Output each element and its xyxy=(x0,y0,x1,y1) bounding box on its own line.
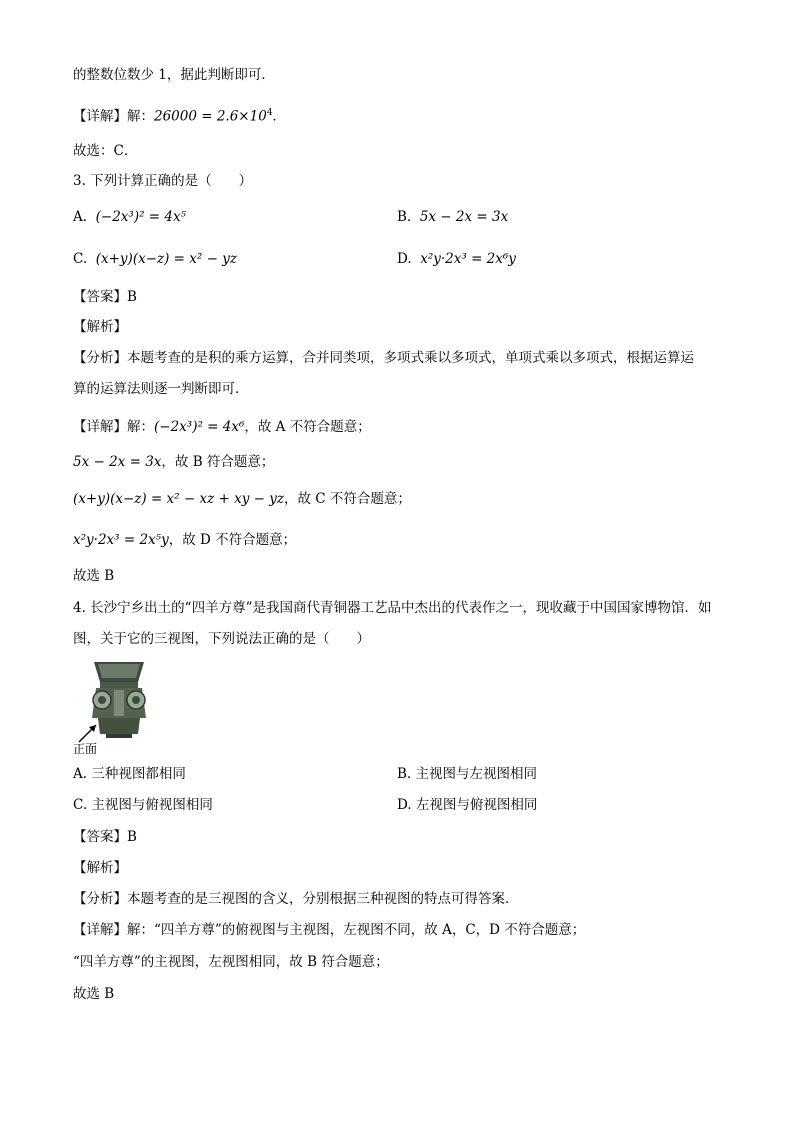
math-expression: (x+y)(x−z) = x² − xz + xy − yz xyxy=(73,491,284,507)
math-expression: 26000 = 2.6×10 xyxy=(154,108,267,125)
q3-fenxi-line-2: 算的运算法则逐一判断即可． xyxy=(73,381,249,397)
q3-select: 故选 B xyxy=(73,568,115,584)
option-math: x²y·2x³ = 2x⁶y xyxy=(420,251,516,267)
q4-fenxi: 【分析】本题考查的是三视图的含义，分别根据三种视图的特点可得答案． xyxy=(73,891,519,907)
front-view-caption: 正面 xyxy=(73,742,98,756)
detail-line xyxy=(73,104,286,126)
step-conclusion: ，故 A 不符合题意； xyxy=(244,419,371,435)
q3-detail-step-4 xyxy=(73,531,296,549)
step-conclusion: ，故 C 不符合题意； xyxy=(283,491,411,507)
detail-label: 【详解】解： xyxy=(73,108,154,125)
question-3-stem: 3. 下列计算正确的是（ ） xyxy=(73,173,253,189)
q4-detail-step-1: 【详解】解：“四羊方尊”的俯视图与主视图，左视图不同，故 A，C，D 不符合题意； xyxy=(73,922,586,938)
q3-option-d xyxy=(397,250,516,268)
option-math: (−2x³)² = 4x⁵ xyxy=(95,209,187,225)
option-label: D. xyxy=(397,251,412,267)
q3-detail-step-1 xyxy=(73,418,371,436)
q4-option-b: B. 主视图与左视图相同 xyxy=(397,766,538,782)
math-expression: x²y·2x³ = 2x⁵y xyxy=(73,532,169,548)
option-label: B. xyxy=(397,209,412,225)
q3-option-b xyxy=(397,208,508,226)
q4-detail-step-2: “四羊方尊”的主视图，左视图相同，故 B 符合题意； xyxy=(73,954,389,970)
q4-analysis-heading: 【解析】 xyxy=(73,860,127,876)
step-conclusion: ，故 D 不符合题意； xyxy=(168,532,297,548)
text-line: 的整数位数少 1，据此判断即可． xyxy=(73,67,275,83)
step-conclusion: ，故 B 符合题意； xyxy=(161,454,275,470)
question-4-stem-line-2: 图，关于它的三视图，下列说法正确的是（ ） xyxy=(73,631,370,647)
q3-option-a xyxy=(73,208,186,226)
option-math: (x+y)(x−z) = x² − yz xyxy=(95,251,237,267)
option-math: 5x − 2x = 3x xyxy=(419,209,509,225)
question-4-stem-line-1: 4. 长沙宁乡出土的“四羊方尊”是我国商代青铜器工艺品中杰出的代表作之一，现收藏于中国国家博物馆．如 xyxy=(73,600,712,616)
q4-answer: 【答案】B xyxy=(73,829,137,845)
option-label: C. xyxy=(73,251,88,267)
q3-answer: 【答案】B xyxy=(73,289,137,305)
exponent: 4 xyxy=(266,108,273,118)
option-label: A. xyxy=(73,209,88,225)
q3-analysis-heading: 【解析】 xyxy=(73,319,127,335)
q4-option-c: C. 主视图与俯视图相同 xyxy=(73,797,213,813)
q3-detail-step-3 xyxy=(73,490,411,508)
q4-select: 故选 B xyxy=(73,986,115,1002)
math-expression: (−2x³)² = 4x⁶ xyxy=(154,419,245,435)
q4-option-a: A. 三种视图都相同 xyxy=(73,766,186,782)
q3-fenxi-line-1: 【分析】本题考查的是积的乘方运算，合并同类项，多项式乘以多项式，单项式乘以多项式，根据运算运 xyxy=(73,350,694,366)
q4-option-d: D. 左视图与俯视图相同 xyxy=(397,797,538,813)
q3-detail-step-2 xyxy=(73,453,274,471)
math-expression: 5x − 2x = 3x xyxy=(73,454,162,470)
q3-option-c xyxy=(73,250,237,268)
detail-label: 【详解】解： xyxy=(73,419,154,435)
select-line: 故选：C． xyxy=(73,143,138,159)
punctuation: ． xyxy=(272,108,287,125)
